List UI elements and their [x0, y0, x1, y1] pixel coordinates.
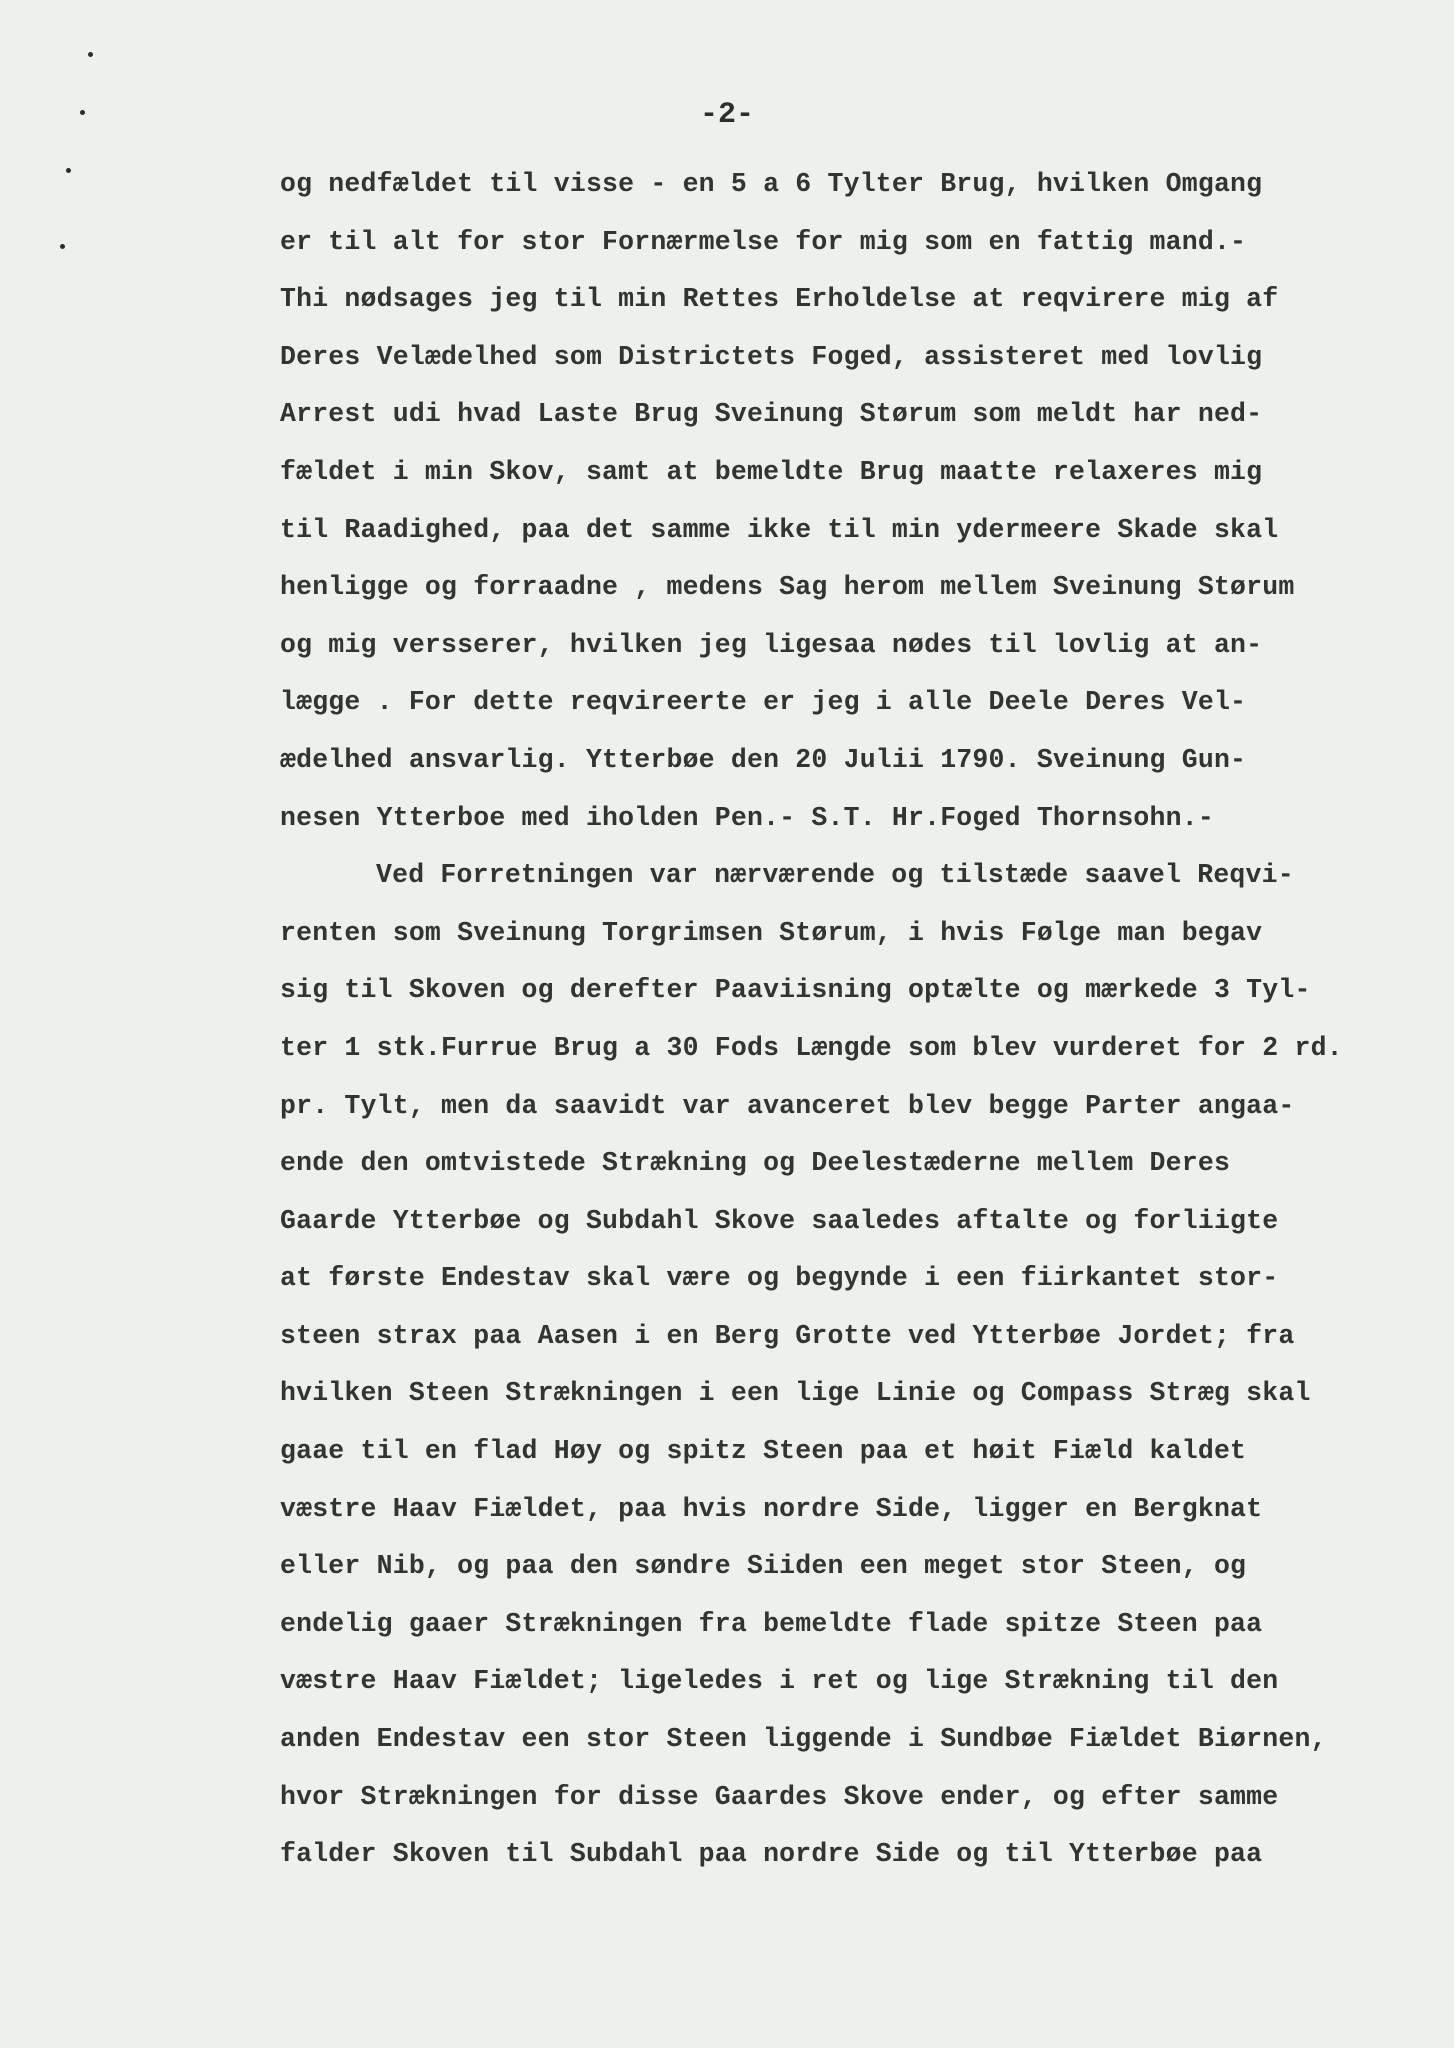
text-line: Thi nødsages jeg til min Rettes Erholdelse at reqvirere mig af [280, 284, 1279, 315]
text-line: til Raadighed, paa det samme ikke til min ydermeere Skade skal [280, 514, 1279, 545]
text-line: henligge og forraadne , medens Sag herom mellem Sveinung Størum [280, 572, 1295, 603]
text-line: væstre Haav Fiældet, paa hvis nordre Side, ligger en Bergknat [280, 1493, 1263, 1524]
text-line: og mig versserer, hvilken jeg ligesaa nødes til lovlig at an- [280, 629, 1263, 660]
text-line: renten som Sveinung Torgrimsen Størum, i hvis Følge man begav [280, 917, 1263, 948]
text-line: Deres Velædelhed som Districtets Foged, assisteret med lovlig [280, 341, 1263, 372]
text-line: nesen Ytterboe med iholden Pen.- S.T. Hr.Foged Thornsohn.- [280, 802, 1214, 833]
text-line: at første Endestav skal være og begynde i een fiirkantet stor- [280, 1263, 1279, 1294]
text-line: endelig gaaer Strækningen fra bemeldte flade spitze Steen paa [280, 1608, 1263, 1639]
text-line: fældet i min Skov, samt at bemeldte Brug maatte relaxeres mig [280, 456, 1263, 487]
text-line: falder Skoven til Subdahl paa nordre Side og til Ytterbøe paa [280, 1839, 1263, 1870]
text-line: pr. Tylt, men da saavidt var avanceret blev begge Parter angaa- [280, 1090, 1295, 1121]
text-line: hvor Strækningen for disse Gaardes Skove ender, og efter samme [280, 1781, 1279, 1812]
margin-mark [66, 168, 71, 173]
text-line: hvilken Steen Strækningen i een lige Linie og Compass Stræg skal [280, 1378, 1311, 1409]
text-line: eller Nib, og paa den søndre Siiden een meget stor Steen, og [280, 1551, 1247, 1582]
text-line: ende den omtvistede Strækning og Deelestæderne mellem Deres [280, 1148, 1231, 1179]
text-line: ædelhed ansvarlig. Ytterbøe den 20 Julii 1790. Sveinung Gun- [280, 744, 1247, 775]
text-line: gaae til en flad Høy og spitz Steen paa et høit Fiæld kaldet [280, 1436, 1247, 1467]
text-line: lægge . For dette reqvireerte er jeg i alle Deele Deres Vel- [280, 687, 1247, 718]
text-line: Arrest udi hvad Laste Brug Sveinung Størum som meldt har ned- [280, 399, 1263, 430]
text-line: sig til Skoven og derefter Paaviisning optælte og mærkede 3 Tyl- [280, 975, 1311, 1006]
document-body [280, 156, 1440, 1884]
margin-mark [60, 244, 65, 249]
text-line: anden Endestav een stor Steen liggende i Sundbøe Fiældet Biørnen, [280, 1724, 1327, 1755]
text-line: Gaarde Ytterbøe og Subdahl Skove saaledes aftalte og forliigte [280, 1205, 1279, 1236]
margin-mark [88, 52, 93, 57]
text-line: væstre Haav Fiældet; ligeledes i ret og lige Strækning til den [280, 1666, 1279, 1697]
text-line: er til alt for stor Fornærmelse for mig som en fattig mand.- [280, 226, 1247, 257]
text-line: og nedfældet til visse - en 5 a 6 Tylter Brug, hvilken Omgang [280, 169, 1263, 199]
text-line: steen strax paa Aasen i en Berg Grotte ved Ytterbøe Jordet; fra [280, 1320, 1295, 1351]
text-line: ter 1 stk.Furrue Brug a 30 Fods Længde som blev vurderet for 2 rd. [280, 1032, 1343, 1063]
page-number: -2- [699, 98, 754, 132]
text-line: Ved Forretningen var nærværende og tilstæde saavel Reqvi- [376, 860, 1294, 891]
